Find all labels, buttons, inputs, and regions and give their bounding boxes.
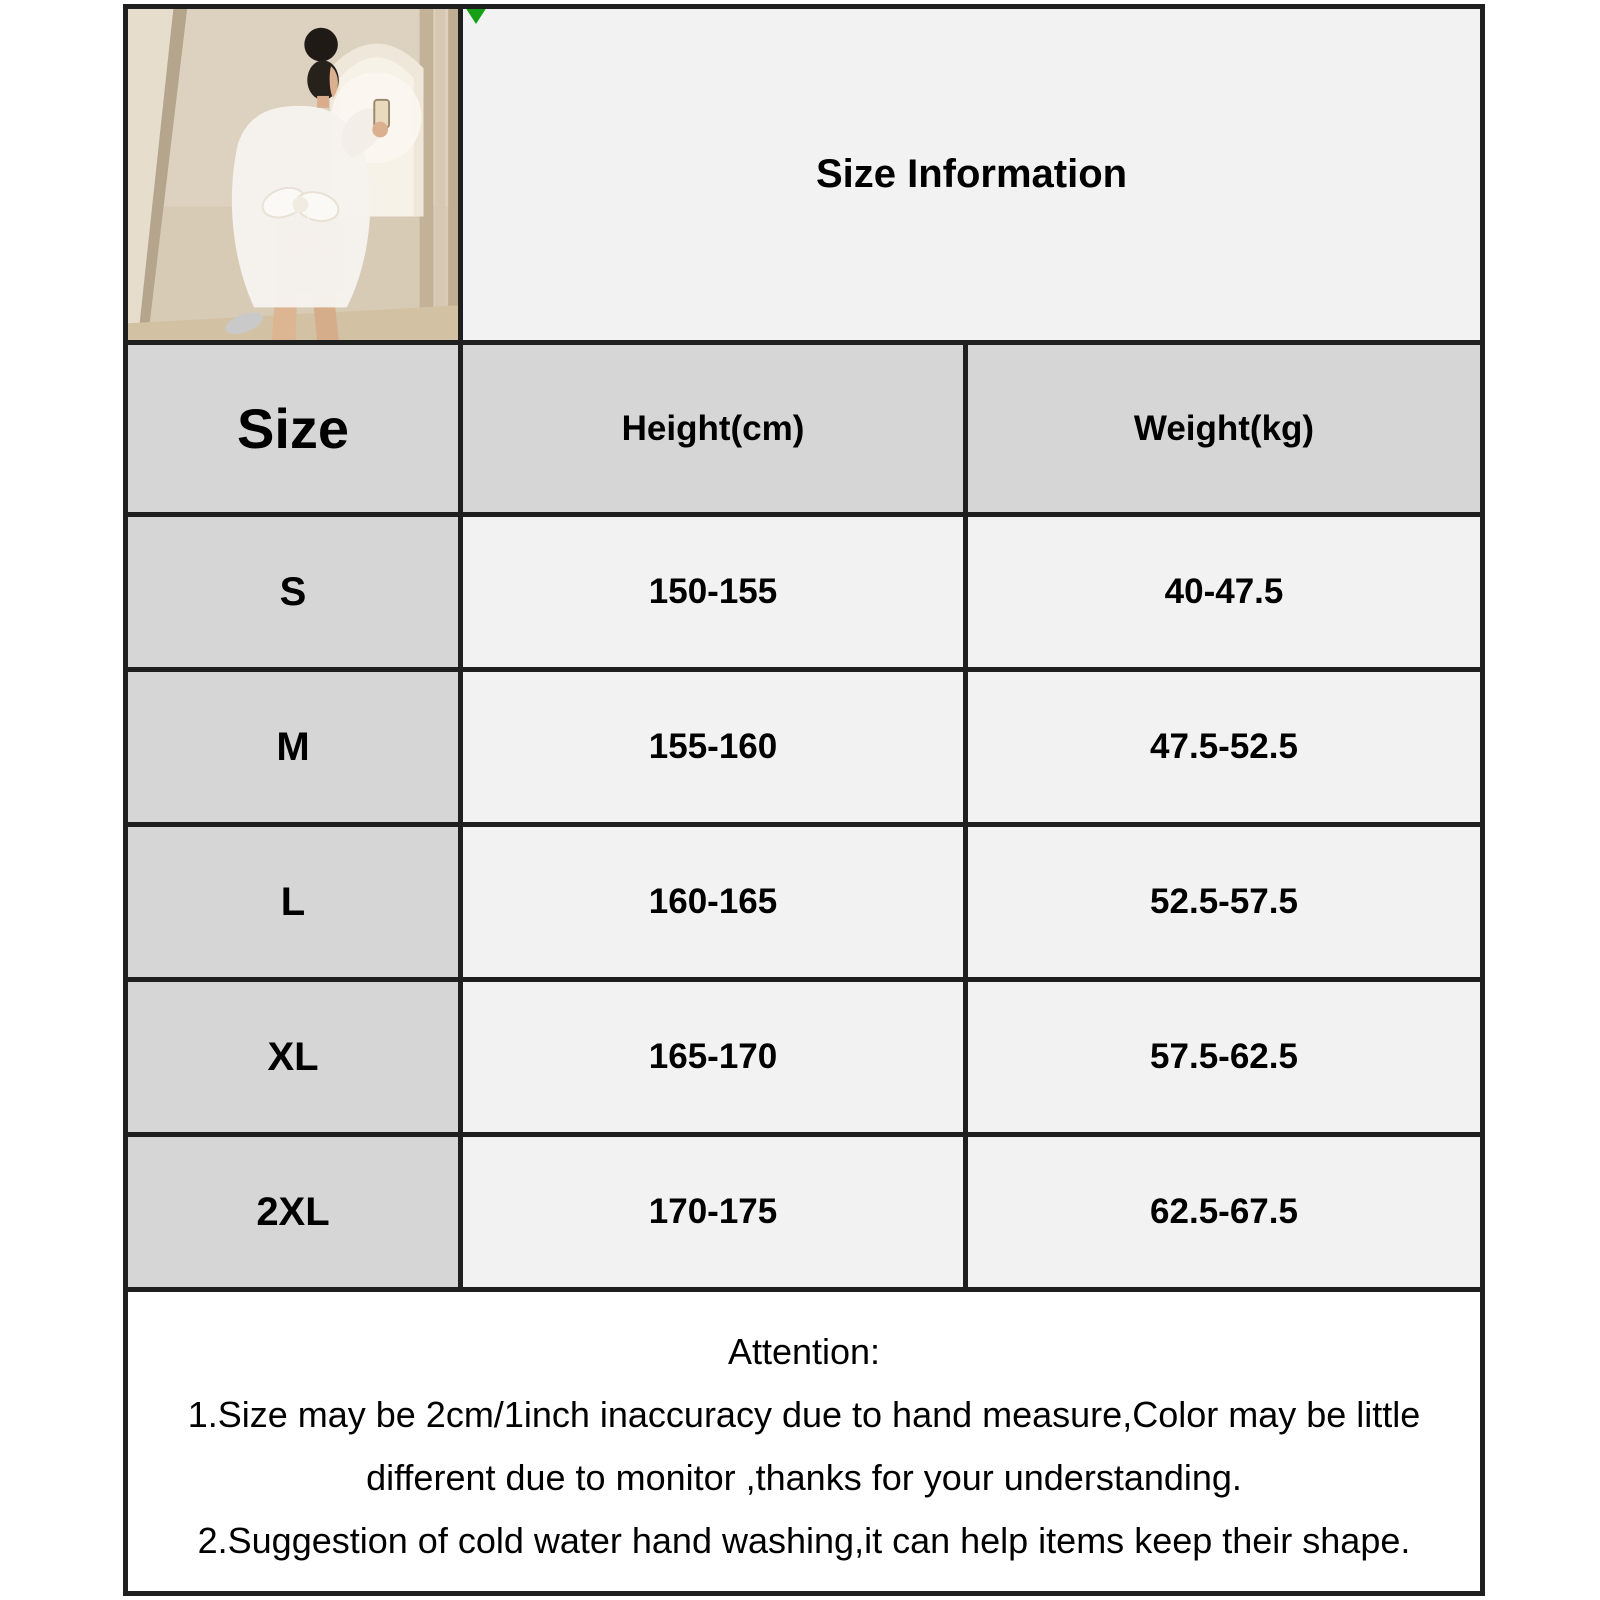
- attention-note-2: 2.Suggestion of cold water hand washing,it can help items keep their shape.: [197, 1519, 1411, 1561]
- size-label: S: [126, 515, 461, 670]
- weight-value: 40-47.5: [966, 515, 1483, 670]
- height-value: 155-160: [461, 670, 966, 825]
- size-information-table: [123, 4, 1485, 1596]
- height-value: 160-165: [461, 825, 966, 980]
- green-corner-flag-icon: [465, 7, 487, 24]
- table-row-m: [126, 670, 1483, 825]
- weight-value: 57.5-62.5: [966, 980, 1483, 1135]
- weight-value: 62.5-67.5: [966, 1135, 1483, 1290]
- weight-value: 47.5-52.5: [966, 670, 1483, 825]
- table-row-2xl: [126, 1135, 1483, 1290]
- attention-row: [126, 1290, 1483, 1594]
- product-photo-illustration: [128, 9, 458, 340]
- attention-section: [126, 1290, 1483, 1594]
- weight-value: 52.5-57.5: [966, 825, 1483, 980]
- table-row-xl: [126, 980, 1483, 1135]
- product-photo-cell: [126, 7, 461, 343]
- attention-note-1: 1.Size may be 2cm/1inch inaccuracy due to hand measure,Color may be little different due to monitor ,thanks for your understanding.: [187, 1393, 1421, 1498]
- table-row-l: [126, 825, 1483, 980]
- column-header-height: Height(cm): [461, 343, 966, 515]
- size-label: M: [126, 670, 461, 825]
- table-row-s: [126, 515, 1483, 670]
- column-header-size: Size: [126, 343, 461, 515]
- size-label: XL: [126, 980, 461, 1135]
- height-value: 165-170: [461, 980, 966, 1135]
- height-value: 150-155: [461, 515, 966, 670]
- size-label: L: [126, 825, 461, 980]
- table-header-row: [126, 343, 1483, 515]
- attention-heading: Attention:: [727, 1330, 881, 1372]
- page-title: Size Information: [815, 152, 1128, 196]
- size-label: 2XL: [126, 1135, 461, 1290]
- column-header-weight: Weight(kg): [966, 343, 1483, 515]
- top-row: [126, 7, 1483, 343]
- product-photo: [128, 9, 458, 340]
- size-information-title-cell: [461, 7, 1483, 343]
- height-value: 170-175: [461, 1135, 966, 1290]
